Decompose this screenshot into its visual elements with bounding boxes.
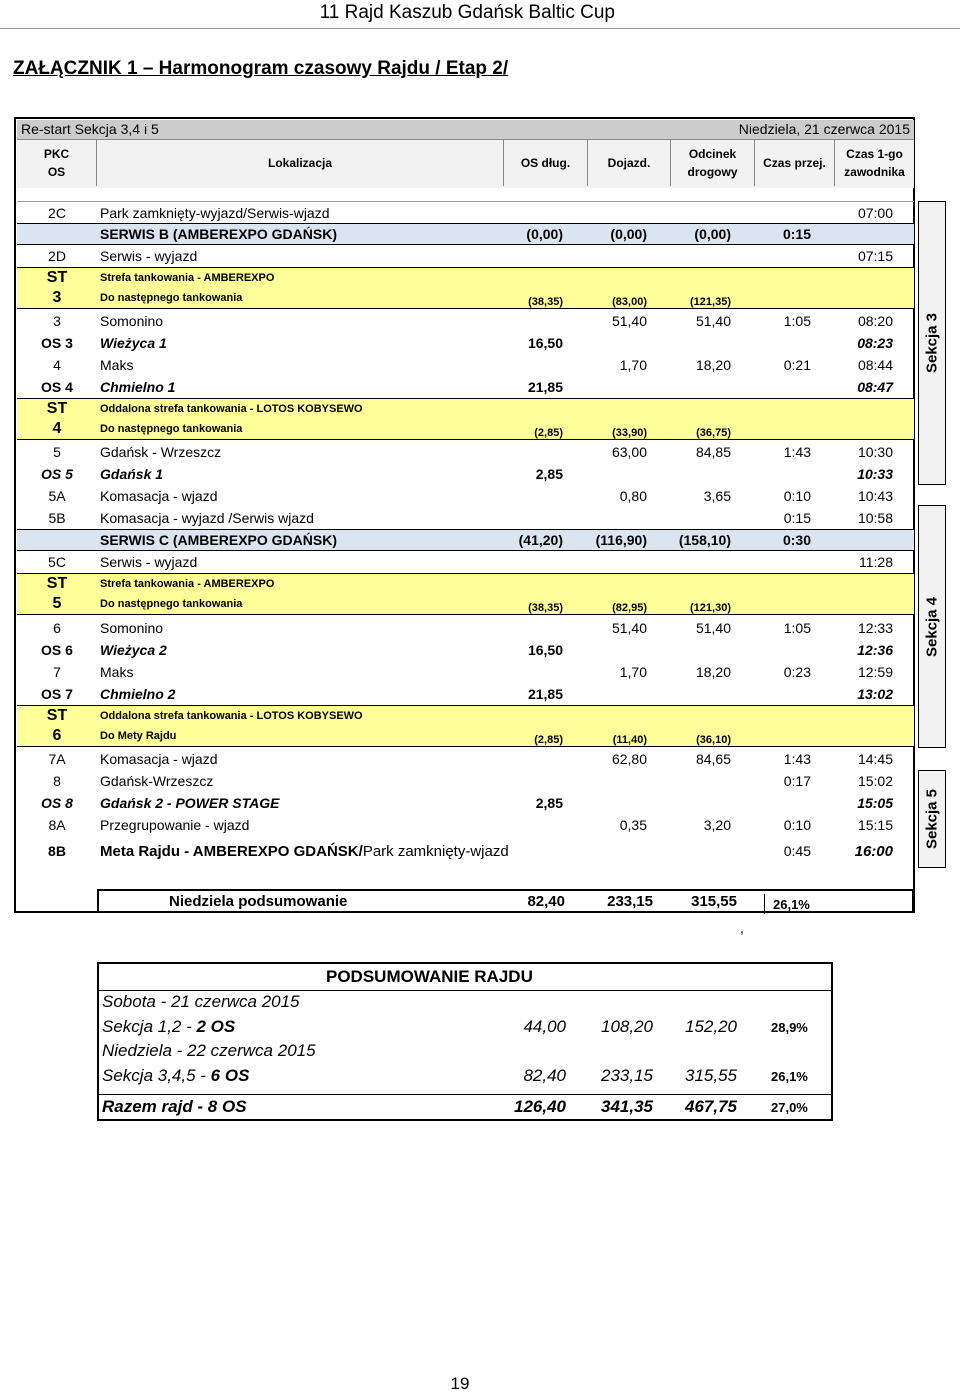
pkc-cell — [17, 399, 97, 439]
odcinek-cell — [647, 507, 731, 529]
zawodnik-cell: 15:15 — [857, 817, 893, 833]
lokalizacja-cell: Chmielno 1 — [100, 379, 176, 395]
rally-summary-os: 82,40 — [523, 1066, 566, 1085]
os-cell — [457, 441, 563, 463]
col-odcinek: Odcinek drogowy — [671, 140, 755, 186]
table-row — [17, 332, 914, 354]
rally-summary-row — [99, 1015, 831, 1039]
rally-summary-bold: 6 OS — [210, 1066, 250, 1085]
doj-cell: (11,40) — [612, 734, 647, 746]
odcinek-cell — [647, 683, 731, 705]
meta-rest: Park zamknięty-wjazd — [362, 842, 509, 860]
os-cell: 21,85 — [527, 686, 563, 702]
table-row — [17, 617, 914, 639]
summary-pct: 26,1% — [764, 894, 810, 914]
lokalizacja-cell: Maks — [100, 357, 134, 373]
st-label: ST — [46, 707, 68, 724]
col-pkc: PKC OS — [17, 140, 97, 186]
zawodnik-cell: 12:59 — [857, 664, 893, 680]
table-row — [17, 223, 914, 245]
restart-label: Re-start Sekcja 3,4 i 5 — [21, 121, 159, 137]
czas-cell: 1:05 — [783, 620, 811, 636]
lokalizacja-cell: Komasacja - wyjazd /Serwis wjazd — [100, 510, 314, 526]
lokalizacja-cell: Gdańsk - Wrzeszcz — [100, 444, 222, 460]
os-cell — [457, 507, 563, 529]
dojazd-cell: 51,40 — [611, 620, 647, 636]
lokalizacja-cell: Gdańsk 2 - POWER STAGE — [100, 795, 280, 811]
rally-summary-row — [99, 1064, 831, 1088]
lokalizacja-cell: Gdańsk-Wrzeszcz — [100, 773, 214, 789]
zawodnik-cell: 12:36 — [857, 642, 893, 658]
doj-cell: (83,00) — [612, 296, 647, 308]
table-row — [17, 551, 914, 573]
czas-cell — [731, 463, 811, 485]
pkc-cell: 4 — [53, 357, 61, 373]
rally-summary-title: PODSUMOWANIE RAJDU — [99, 964, 831, 991]
rally-summary-bold: 2 OS — [196, 1017, 236, 1036]
zawodnik-cell: 16:00 — [854, 842, 893, 860]
odcinek-cell — [647, 202, 731, 223]
os-cell: (2,85) — [534, 427, 563, 439]
zawodnik-cell: 08:20 — [857, 313, 893, 329]
os-cell — [457, 814, 563, 836]
os-cell — [457, 748, 563, 770]
os-cell: 16,50 — [527, 642, 563, 658]
czas-cell — [731, 639, 811, 661]
lokalizacja-cell: Serwis - wyjazd — [100, 248, 198, 264]
st-number: 5 — [52, 595, 62, 612]
dojazd-cell — [563, 551, 647, 573]
col-zawodnik: Czas 1-go zawodnika — [835, 140, 914, 186]
rally-summary-text: Sobota - 21 czerwca 2015 — [102, 992, 300, 1011]
czas-cell: 1:05 — [783, 313, 811, 329]
pkc-cell: 2D — [48, 248, 66, 264]
st-number: 3 — [52, 289, 62, 306]
rally-summary-doj: 341,35 — [601, 1097, 653, 1116]
rally-summary-os: 44,00 — [523, 1017, 566, 1036]
czas-cell: 0:15 — [783, 510, 811, 526]
dojazd-cell: (116,90) — [595, 532, 647, 548]
zawodnik-cell: 07:15 — [857, 248, 893, 264]
table-row — [17, 201, 914, 223]
czas-cell: 1:43 — [783, 444, 811, 460]
pkc-cell: OS 7 — [41, 686, 73, 702]
odcinek-cell: (158,10) — [678, 532, 731, 548]
zawodnik-cell: 08:23 — [857, 335, 893, 351]
zawodnik-cell: 10:30 — [857, 444, 893, 460]
os-cell — [457, 551, 563, 573]
zawodnik-cell: 14:45 — [857, 751, 893, 767]
st-next: Do następnego tankowania — [100, 598, 243, 610]
odc-cell: (121,35) — [690, 296, 731, 308]
table-row — [17, 485, 914, 507]
pkc-cell: 7 — [53, 664, 61, 680]
odcinek-cell: 18,20 — [695, 357, 731, 373]
pkc-cell: 5 — [53, 444, 61, 460]
czas-cell: 0:10 — [783, 488, 811, 504]
dojazd-cell: 0,80 — [619, 488, 647, 504]
rally-summary-odc: 315,55 — [685, 1066, 737, 1085]
odc-cell: (121,30) — [690, 602, 731, 614]
table-row — [17, 836, 914, 866]
czas-cell: 0:21 — [783, 357, 811, 373]
czas-cell — [731, 202, 811, 223]
table-row — [17, 814, 914, 836]
table-row — [17, 398, 914, 440]
pkc-cell: 8 — [53, 773, 61, 789]
lokalizacja-cell: Serwis - wyjazd — [100, 554, 198, 570]
odc-cell: (36,10) — [696, 734, 731, 746]
st-zone: Strefa tankowania - AMBEREXPO — [100, 578, 275, 590]
pkc-cell: 7A — [48, 751, 66, 767]
os-cell: (38,35) — [528, 296, 563, 308]
czas-cell — [731, 683, 811, 705]
odcinek-cell: 3,20 — [703, 817, 731, 833]
table-row — [17, 310, 914, 332]
pkc-cell — [17, 268, 97, 308]
czas-cell — [731, 376, 811, 398]
odcinek-cell: 18,20 — [695, 664, 731, 680]
dojazd-cell — [563, 507, 647, 529]
rally-summary-text: Sekcja 1,2 - 2 OS — [102, 1017, 236, 1036]
table-row — [17, 573, 914, 615]
dojazd-cell — [563, 639, 647, 661]
restart-bar — [17, 120, 914, 140]
header-title: 11 Rajd Kaszub Gdańsk Baltic Cup — [319, 2, 615, 23]
rally-summary-pct: 26,1% — [771, 1069, 808, 1084]
table-row — [17, 245, 914, 267]
zawodnik-cell — [811, 530, 893, 550]
dojazd-cell: 51,40 — [611, 313, 647, 329]
dojazd-cell: 62,80 — [611, 751, 647, 767]
rally-summary-text: Razem rajd - 8 OS — [102, 1097, 247, 1116]
zawodnik-cell — [811, 224, 893, 244]
pkc-cell — [17, 224, 97, 244]
table-row — [17, 770, 914, 792]
pkc-cell: 8B — [48, 843, 66, 859]
czas-cell: 1:43 — [783, 751, 811, 767]
st-label: ST — [46, 575, 68, 592]
czas-cell — [731, 332, 811, 354]
pkc-cell: 5C — [48, 554, 66, 570]
os-cell: (41,20) — [518, 532, 563, 548]
table-row — [17, 792, 914, 814]
annex-title: ZAŁĄCZNIK 1 – Harmonogram czasowy Rajdu / Etap 2/ — [13, 58, 509, 79]
pkc-cell: OS 8 — [41, 795, 73, 811]
pkc-cell — [17, 530, 97, 550]
os-cell: 16,50 — [527, 335, 563, 351]
sunday-summary — [97, 889, 914, 913]
os-cell — [457, 245, 563, 267]
page-header — [0, 0, 960, 29]
czas-cell: 0:23 — [783, 664, 811, 680]
os-cell — [457, 617, 563, 639]
table-row — [17, 705, 914, 747]
rally-summary-odc: 152,20 — [685, 1017, 737, 1036]
lokalizacja-cell: Somonino — [100, 620, 164, 636]
rally-summary — [97, 962, 833, 1121]
rally-summary-text: Sekcja 3,4,5 - 6 OS — [102, 1066, 250, 1085]
zawodnik-cell: 10:43 — [857, 488, 893, 504]
dojazd-cell: 1,70 — [619, 664, 647, 680]
table-row — [17, 267, 914, 309]
zawodnik-cell: 12:33 — [857, 620, 893, 636]
zawodnik-cell: 15:02 — [857, 773, 893, 789]
rally-summary-text: Niedziela - 22 czerwca 2015 — [102, 1041, 316, 1060]
dojazd-cell: 63,00 — [611, 444, 647, 460]
os-cell: (38,35) — [528, 602, 563, 614]
section-3-label: Sekcja 3 — [918, 201, 946, 485]
doj-cell: (33,90) — [612, 427, 647, 439]
os-cell — [457, 354, 563, 376]
st-label: ST — [46, 400, 68, 417]
lokalizacja-cell: Komasacja - wjazd — [100, 488, 218, 504]
os-cell — [457, 310, 563, 332]
pkc-cell: OS 4 — [41, 379, 73, 395]
odcinek-cell — [647, 639, 731, 661]
pkc-cell — [17, 574, 97, 614]
lokalizacja-cell: Wieżyca 1 — [100, 335, 167, 351]
os-cell: 21,85 — [527, 379, 563, 395]
os-cell: (0,00) — [526, 226, 563, 242]
pkc-cell: 6 — [53, 620, 61, 636]
st-number: 6 — [52, 727, 62, 744]
rally-summary-os: 126,40 — [514, 1097, 566, 1116]
pkc-cell: 5A — [48, 488, 66, 504]
lokalizacja-cell: Park zamknięty-wyjazd/Serwis-wjazd — [100, 204, 330, 221]
rally-summary-doj: 108,20 — [601, 1017, 653, 1036]
rally-summary-row — [99, 1094, 831, 1119]
zawodnik-cell: 08:47 — [857, 379, 893, 395]
col-os-dlug: OS dług. — [504, 140, 588, 186]
odcinek-cell — [647, 551, 731, 573]
table-row — [17, 354, 914, 376]
st-zone: Strefa tankowania - AMBEREXPO — [100, 272, 275, 284]
odcinek-cell: 84,85 — [695, 444, 731, 460]
rally-summary-doj: 233,15 — [601, 1066, 653, 1085]
dojazd-cell — [563, 463, 647, 485]
dojazd-cell — [563, 683, 647, 705]
czas-cell — [731, 792, 811, 814]
page-number: 19 — [450, 1374, 470, 1393]
czas-cell — [731, 551, 811, 573]
dojazd-cell: 0,35 — [619, 817, 647, 833]
table-row — [17, 639, 914, 661]
odcinek-cell: 84,65 — [695, 751, 731, 767]
odcinek-cell: 3,65 — [703, 488, 731, 504]
lokalizacja-cell: Chmielno 2 — [100, 686, 176, 702]
table-row — [17, 661, 914, 683]
summary-os: 82,40 — [527, 892, 565, 910]
date-label: Niedziela, 21 czerwca 2015 — [738, 121, 910, 137]
table-row — [17, 463, 914, 485]
rally-summary-odc: 467,75 — [685, 1097, 737, 1116]
dojazd-cell — [563, 332, 647, 354]
dojazd-cell — [563, 202, 647, 223]
st-zone: Oddalona strefa tankowania - LOTOS KOBYSEWO — [100, 710, 363, 722]
odcinek-cell: 51,40 — [695, 620, 731, 636]
pkc-cell: 2C — [48, 204, 66, 221]
pkc-cell: 5B — [48, 510, 66, 526]
pkc-cell: 8A — [48, 817, 66, 833]
czas-cell: 0:30 — [782, 532, 811, 548]
dojazd-cell: 1,70 — [619, 357, 647, 373]
zawodnik-cell: 13:02 — [857, 686, 893, 702]
os-cell — [457, 661, 563, 683]
os-cell: (2,85) — [534, 734, 563, 746]
czas-cell: 0:17 — [783, 773, 811, 789]
odc-cell: (36,75) — [696, 427, 731, 439]
st-next: Do Mety Rajdu — [100, 730, 177, 742]
rally-summary-pct: 28,9% — [771, 1020, 808, 1035]
odcinek-cell — [647, 770, 731, 792]
st-label: ST — [46, 269, 68, 286]
dojazd-cell — [563, 376, 647, 398]
zawodnik-cell: 15:05 — [857, 795, 893, 811]
summary-doj: 233,15 — [607, 892, 653, 910]
odcinek-cell — [647, 376, 731, 398]
table-row — [17, 376, 914, 398]
os-cell — [457, 485, 563, 507]
pkc-cell: OS 6 — [41, 642, 73, 658]
rally-summary-row — [99, 1039, 831, 1063]
odcinek-cell — [647, 332, 731, 354]
lokalizacja-cell: SERWIS C (AMBEREXPO GDAŃSK) — [100, 532, 337, 548]
table-row — [17, 507, 914, 529]
tick-mark: , — [740, 920, 744, 936]
table-row — [17, 441, 914, 463]
summary-label: Niedziela podsumowanie — [169, 892, 348, 910]
zawodnik-cell: 07:00 — [857, 204, 893, 221]
lokalizacja-cell: Somonino — [100, 313, 164, 329]
st-zone: Oddalona strefa tankowania - LOTOS KOBYSEWO — [100, 403, 363, 415]
zawodnik-cell: 10:33 — [857, 466, 893, 482]
lokalizacja-cell — [100, 836, 520, 866]
czas-cell: 0:45 — [783, 843, 811, 859]
odcinek-cell — [647, 792, 731, 814]
lokalizacja-cell: Przegrupowanie - wjazd — [100, 817, 250, 833]
pkc-cell — [17, 706, 97, 746]
czas-cell: 0:10 — [783, 817, 811, 833]
table-row — [17, 748, 914, 770]
odcinek-cell — [647, 245, 731, 267]
lokalizacja-cell: Wieżyca 2 — [100, 642, 167, 658]
st-next: Do następnego tankowania — [100, 423, 243, 435]
table-row — [17, 683, 914, 705]
dojazd-cell — [563, 770, 647, 792]
dojazd-cell: (0,00) — [610, 226, 647, 242]
section-4-label: Sekcja 4 — [918, 505, 946, 748]
zawodnik-cell: 10:58 — [857, 510, 893, 526]
lokalizacja-cell: SERWIS B (AMBEREXPO GDAŃSK) — [100, 226, 337, 242]
odcinek-cell: 51,40 — [695, 313, 731, 329]
zawodnik-cell: 08:44 — [857, 357, 893, 373]
col-lokalizacja: Lokalizacja — [97, 140, 504, 186]
czas-cell: 0:15 — [782, 226, 811, 242]
table-row — [17, 529, 914, 551]
dojazd-cell — [563, 792, 647, 814]
lokalizacja-cell: Maks — [100, 664, 134, 680]
rally-summary-pct: 27,0% — [771, 1100, 808, 1115]
odcinek-cell: (0,00) — [694, 226, 731, 242]
pkc-cell: 3 — [53, 313, 61, 329]
os-cell — [457, 202, 563, 223]
section-5-label: Sekcja 5 — [918, 770, 946, 868]
pkc-cell: OS 3 — [41, 335, 73, 351]
pkc-cell: OS 5 — [41, 466, 73, 482]
os-cell: 2,85 — [535, 795, 563, 811]
summary-odc: 315,55 — [691, 892, 737, 910]
st-next: Do następnego tankowania — [100, 292, 243, 304]
lokalizacja-cell: Komasacja - wjazd — [100, 751, 218, 767]
os-cell — [457, 770, 563, 792]
meta-bold: Meta Rajdu - AMBEREXPO GDAŃSK/ — [100, 842, 363, 860]
doj-cell: (82,95) — [612, 602, 647, 614]
lokalizacja-cell: Gdańsk 1 — [100, 466, 164, 482]
os-cell: 2,85 — [535, 466, 563, 482]
st-number: 4 — [52, 420, 62, 437]
dojazd-cell — [563, 245, 647, 267]
rally-summary-row — [99, 990, 831, 1014]
col-dojazd: Dojazd. — [588, 140, 671, 186]
czas-cell — [731, 245, 811, 267]
zawodnik-cell: 11:28 — [859, 554, 893, 570]
col-czas: Czas przej. — [755, 140, 835, 186]
odcinek-cell — [647, 463, 731, 485]
